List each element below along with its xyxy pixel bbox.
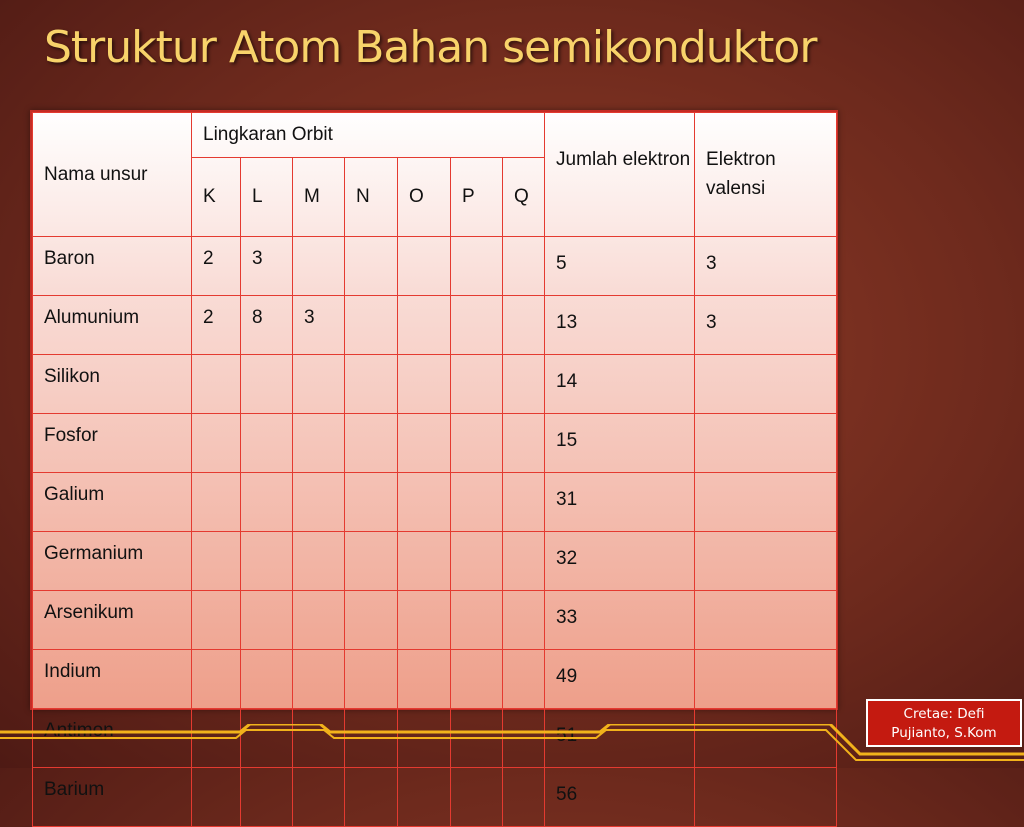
cell-orbit (503, 591, 545, 650)
cell-orbit (241, 355, 293, 414)
slide-title: Struktur Atom Bahan semikonduktor (44, 22, 817, 73)
cell-orbit (192, 591, 241, 650)
cell-orbit (293, 650, 345, 709)
cell-orbit (293, 591, 345, 650)
cell-orbit (451, 591, 503, 650)
table-row (33, 296, 837, 355)
table-row (33, 650, 837, 709)
cell-orbit (345, 650, 398, 709)
cell-elektron-valensi (695, 355, 837, 414)
cell-nama-unsur: Antimon (33, 709, 192, 768)
cell-orbit (503, 414, 545, 473)
header-orbit-q: Q (503, 158, 545, 237)
cell-orbit (192, 473, 241, 532)
table-row (33, 532, 837, 591)
cell-jumlah-elektron: 13 (545, 296, 695, 355)
cell-orbit (451, 355, 503, 414)
cell-orbit (398, 237, 451, 296)
cell-orbit (241, 768, 293, 827)
cell-orbit: 3 (293, 296, 345, 355)
cell-orbit (345, 296, 398, 355)
cell-orbit (451, 650, 503, 709)
cell-orbit (345, 473, 398, 532)
cell-orbit (241, 414, 293, 473)
cell-orbit (293, 768, 345, 827)
cell-orbit (503, 532, 545, 591)
cell-orbit (241, 591, 293, 650)
cell-orbit (241, 532, 293, 591)
cell-orbit (192, 355, 241, 414)
header-jumlah-elektron: Jumlah elektron (545, 113, 695, 237)
cell-orbit (398, 650, 451, 709)
cell-orbit (398, 355, 451, 414)
cell-orbit: 3 (241, 237, 293, 296)
cell-elektron-valensi (695, 473, 837, 532)
cell-orbit (345, 355, 398, 414)
cell-orbit (503, 473, 545, 532)
cell-jumlah-elektron: 49 (545, 650, 695, 709)
table-row (33, 591, 837, 650)
cell-nama-unsur: Baron (33, 237, 192, 296)
cell-orbit (398, 591, 451, 650)
cell-orbit (451, 296, 503, 355)
cell-orbit (398, 768, 451, 827)
header-elektron-valensi: Elektron valensi (695, 113, 837, 237)
header-orbit-k: K (192, 158, 241, 237)
header-orbit-o: O (398, 158, 451, 237)
cell-orbit: 2 (192, 237, 241, 296)
cell-orbit (398, 414, 451, 473)
cell-orbit (451, 473, 503, 532)
cell-orbit (451, 237, 503, 296)
cell-orbit: 2 (192, 296, 241, 355)
cell-jumlah-elektron: 51 (545, 709, 695, 768)
element-table (30, 110, 838, 805)
cell-orbit (241, 650, 293, 709)
header-orbit-m: M (293, 158, 345, 237)
cell-orbit (503, 650, 545, 709)
table-row (33, 768, 837, 827)
cell-nama-unsur: Barium (33, 768, 192, 827)
cell-orbit (293, 355, 345, 414)
table-row (33, 414, 837, 473)
cell-elektron-valensi (695, 532, 837, 591)
cell-nama-unsur: Alumunium (33, 296, 192, 355)
cell-orbit: 8 (241, 296, 293, 355)
cell-orbit (398, 532, 451, 591)
cell-orbit (503, 296, 545, 355)
table-row (33, 473, 837, 532)
table-row (33, 237, 837, 296)
cell-jumlah-elektron: 15 (545, 414, 695, 473)
cell-orbit (293, 237, 345, 296)
credit-line2: Pujianto, S.Kom (891, 725, 997, 741)
cell-orbit (192, 768, 241, 827)
cell-orbit (192, 532, 241, 591)
cell-orbit (192, 414, 241, 473)
cell-orbit (503, 768, 545, 827)
cell-jumlah-elektron: 33 (545, 591, 695, 650)
cell-jumlah-elektron: 14 (545, 355, 695, 414)
credit-line1: Cretae: Defi (903, 706, 985, 722)
cell-orbit (503, 237, 545, 296)
cell-elektron-valensi (695, 650, 837, 709)
cell-elektron-valensi (695, 768, 837, 827)
header-lingkaran-orbit: Lingkaran Orbit (192, 113, 545, 158)
cell-jumlah-elektron: 56 (545, 768, 695, 827)
cell-orbit (398, 296, 451, 355)
cell-orbit (345, 532, 398, 591)
cell-jumlah-elektron: 31 (545, 473, 695, 532)
cell-orbit (451, 532, 503, 591)
cell-orbit (241, 473, 293, 532)
cell-orbit (451, 414, 503, 473)
credit-box (866, 699, 1022, 747)
cell-jumlah-elektron: 5 (545, 237, 695, 296)
header-nama-unsur: Nama unsur (33, 113, 192, 237)
cell-orbit (503, 355, 545, 414)
cell-elektron-valensi (695, 414, 837, 473)
cell-elektron-valensi: 3 (695, 237, 837, 296)
cell-nama-unsur: Arsenikum (33, 591, 192, 650)
cell-orbit (345, 237, 398, 296)
header-orbit-n: N (345, 158, 398, 237)
cell-jumlah-elektron: 32 (545, 532, 695, 591)
header-orbit-p: P (451, 158, 503, 237)
cell-nama-unsur: Fosfor (33, 414, 192, 473)
cell-nama-unsur: Silikon (33, 355, 192, 414)
cell-orbit (345, 768, 398, 827)
cell-orbit (345, 591, 398, 650)
cell-nama-unsur: Galium (33, 473, 192, 532)
cell-orbit (192, 650, 241, 709)
cell-orbit (398, 473, 451, 532)
header-orbit-l: L (241, 158, 293, 237)
cell-orbit (293, 473, 345, 532)
cell-nama-unsur: Indium (33, 650, 192, 709)
cell-orbit (293, 532, 345, 591)
cell-elektron-valensi: 3 (695, 296, 837, 355)
cell-orbit (293, 414, 345, 473)
cell-orbit (345, 414, 398, 473)
cell-nama-unsur: Germanium (33, 532, 192, 591)
cell-elektron-valensi (695, 591, 837, 650)
table-row (33, 355, 837, 414)
cell-orbit (451, 768, 503, 827)
